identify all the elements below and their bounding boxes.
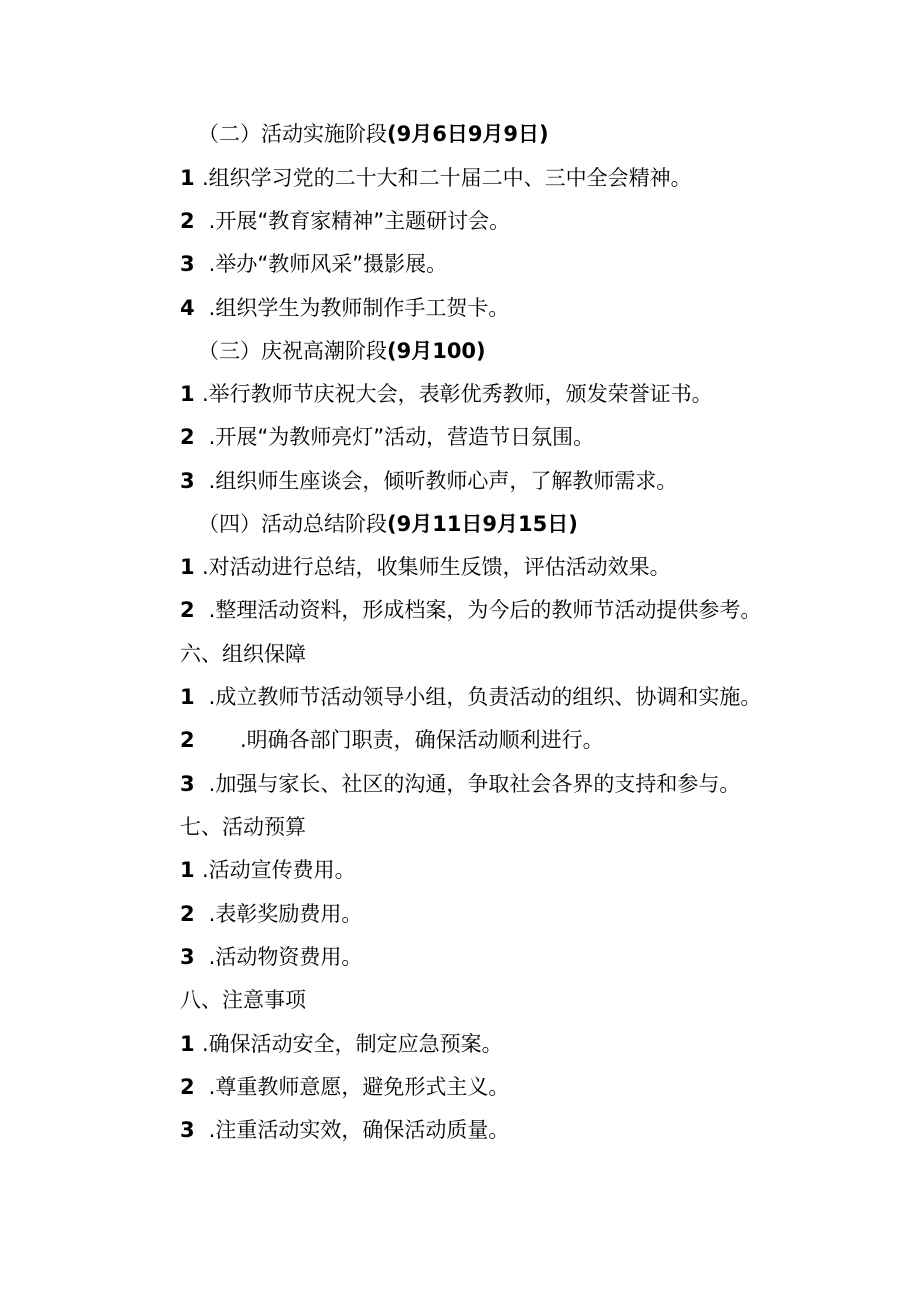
subhead-summary xyxy=(0,508,578,540)
item-text: .举行教师节庆祝大会，表彰优秀教师，颁发荣誉证书。 xyxy=(202,382,713,406)
list-item xyxy=(0,162,692,194)
item-number: 3 xyxy=(180,252,195,276)
section-heading-text: 六、组织保障 xyxy=(180,642,306,666)
list-item xyxy=(0,898,362,930)
item-text: .组织师生座谈会，倾听教师心声，了解教师需求。 xyxy=(202,469,678,493)
item-text: .确保活动安全，制定应急预案。 xyxy=(202,1032,503,1056)
item-text: .整理活动资料，形成档案，为今后的教师节活动提供参考。 xyxy=(202,598,762,622)
list-item xyxy=(0,1114,509,1146)
list-item xyxy=(0,378,713,410)
item-number: 2 xyxy=(180,598,195,622)
item-number: 4 xyxy=(180,296,195,320)
item-text: .尊重教师意愿，避免形式主义。 xyxy=(202,1075,510,1099)
item-number: 1 xyxy=(180,685,195,709)
item-number: 1 xyxy=(180,382,195,406)
list-item xyxy=(0,205,510,237)
item-number: 2 xyxy=(180,728,195,752)
list-item xyxy=(0,724,604,756)
item-number: 1 xyxy=(180,166,195,190)
list-item xyxy=(0,1071,509,1103)
item-text: .举办“教师风采”摄影展。 xyxy=(202,252,448,276)
item-text: .明确各部门职责，确保活动顺利进行。 xyxy=(240,728,604,752)
item-text: .对活动进行总结，收集师生反馈，评估活动效果。 xyxy=(202,555,671,579)
list-item xyxy=(0,551,671,583)
item-number: 3 xyxy=(180,469,195,493)
section-heading-notes xyxy=(0,984,306,1016)
list-item xyxy=(0,421,594,453)
list-item xyxy=(0,941,362,973)
item-text: .活动物资费用。 xyxy=(202,945,363,969)
item-text: .加强与家长、社区的沟通，争取社会各界的支持和参与。 xyxy=(202,772,741,796)
item-number: 2 xyxy=(180,1075,195,1099)
item-number: 2 xyxy=(180,209,195,233)
item-number: 3 xyxy=(180,945,195,969)
item-text: .组织学习党的二十大和二十届二中、三中全会精神。 xyxy=(202,166,692,190)
subhead-date: (9月11日9月15日) xyxy=(387,512,578,536)
item-text: .开展“教育家精神”主题研讨会。 xyxy=(202,209,511,233)
list-item xyxy=(0,854,356,886)
list-item xyxy=(0,768,740,800)
subhead-celebration xyxy=(0,335,486,367)
item-text: .注重活动实效，确保活动质量。 xyxy=(202,1118,510,1142)
subhead-date: (9月100) xyxy=(387,339,486,363)
subhead-text: （二）活动实施阶段 xyxy=(198,122,387,146)
list-item xyxy=(0,465,677,497)
item-text: .活动宣传费用。 xyxy=(202,858,356,882)
list-item xyxy=(0,681,761,713)
section-heading-budget xyxy=(0,811,306,843)
section-heading-text: 八、注意事项 xyxy=(180,988,306,1012)
section-heading-text: 七、活动预算 xyxy=(180,815,306,839)
list-item xyxy=(0,1028,503,1060)
item-number: 2 xyxy=(180,902,195,926)
list-item xyxy=(0,594,761,626)
item-number: 1 xyxy=(180,1032,195,1056)
item-number: 1 xyxy=(180,555,195,579)
item-number: 2 xyxy=(180,425,195,449)
item-number: 3 xyxy=(180,1118,195,1142)
section-heading-organization xyxy=(0,638,306,670)
item-number: 1 xyxy=(180,858,195,882)
item-text: .成立教师节活动领导小组，负责活动的组织、协调和实施。 xyxy=(202,685,762,709)
subhead-date: (9月6日9月9日) xyxy=(387,122,549,146)
item-text: .开展“为教师亮灯”活动，营造节日氛围。 xyxy=(202,425,595,449)
list-item xyxy=(0,248,447,280)
subhead-text: （三）庆祝高潮阶段 xyxy=(198,339,387,363)
list-item xyxy=(0,292,509,324)
subhead-text: （四）活动总结阶段 xyxy=(198,512,387,536)
item-number: 3 xyxy=(180,772,195,796)
subhead-implementation xyxy=(0,118,549,150)
item-text: .组织学生为教师制作手工贺卡。 xyxy=(202,296,510,320)
item-text: .表彰奖励费用。 xyxy=(202,902,363,926)
